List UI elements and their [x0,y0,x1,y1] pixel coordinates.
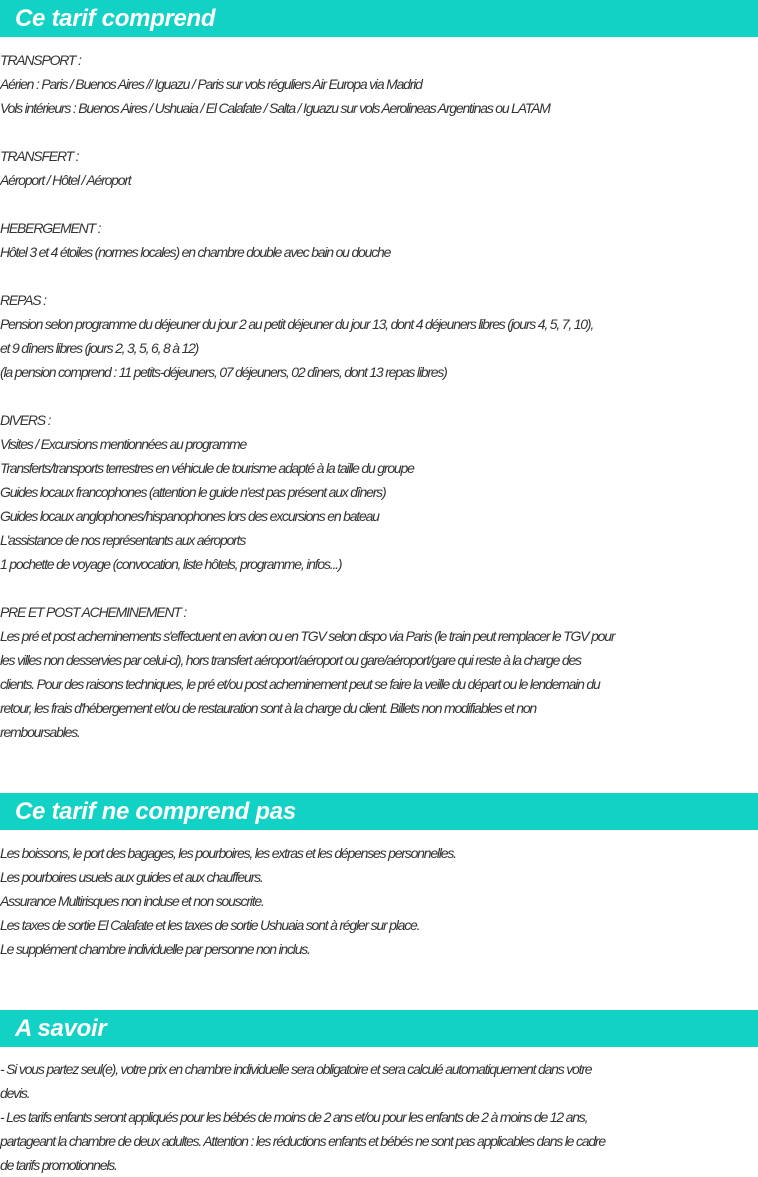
spacer [0,576,758,600]
a-savoir-line-3: - Les tarifs enfants seront appliqués pour les bébés de moins de 2 ans et/ou pour les enfants de 2 à moins de 12 ans, [0,1109,588,1125]
not-included-line-3: Assurance Multirisques non incluse et non souscrite. [0,893,264,909]
spacer [0,384,758,408]
hebergement-line-1: Hôtel 3 et 4 étoiles (normes locales) en chambre double avec bain ou douche [0,244,391,260]
section-title-a-savoir: A savoir [15,1015,107,1042]
not-included-line-5: Le supplément chambre individuelle par personne non inclus. [0,941,310,957]
pre-post-line-3: clients. Pour des raisons techniques, le pré et/ou post acheminement peut se faire la veille du départ ou le lendemain du [0,676,600,692]
a-savoir-line-2: devis. [0,1085,30,1101]
not-included-line-2: Les pourboires usuels aux guides et aux chauffeurs. [0,869,263,885]
hebergement-heading: HEBERGEMENT : [0,220,101,236]
divers-heading: DIVERS : [0,412,51,428]
repas-line-3: (la pension comprend : 11 petits-déjeuners, 07 déjeuners, 02 dîners, dont 13 repas libres) [0,364,447,380]
pre-post-line-4: retour, les frais d'hébergement et/ou de restauration sont à la charge du client. Billets non modifiables et non [0,700,537,716]
section-header-a-savoir [0,1010,758,1047]
spacer [0,264,758,288]
section-header-not-included [0,793,758,830]
a-savoir-line-5: de tarifs promotionnels. [0,1157,117,1173]
transfert-line-1: Aéroport / Hôtel / Aéroport [0,172,131,188]
pre-post-line-2: les villes non desservies par celui-ci), hors transfert aéroport/aéroport ou gare/aéroport/gare qui reste à la charge des [0,652,581,668]
included-content [0,48,758,744]
not-included-content [0,841,758,961]
spacer [0,120,758,144]
pre-post-heading: PRE ET POST ACHEMINEMENT : [0,604,187,620]
divers-line-5: L'assistance de nos représentants aux aéroports [0,532,246,548]
divers-line-6: 1 pochette de voyage (convocation, liste hôtels, programme, infos...) [0,556,342,572]
section-header-included [0,0,758,37]
repas-heading: REPAS : [0,292,46,308]
a-savoir-content [0,1057,758,1177]
repas-line-2: et 9 dîners libres (jours 2, 3, 5, 6, 8 à 12) [0,340,199,356]
section-title-not-included: Ce tarif ne comprend pas [15,798,296,825]
divers-line-3: Guides locaux francophones (attention le guide n'est pas présent aux dîners) [0,484,386,500]
transport-heading: TRANSPORT : [0,52,81,68]
a-savoir-line-1: - Si vous partez seul(e), votre prix en chambre individuelle sera obligatoire et sera calculé automatiquement dans votre [0,1061,592,1077]
transfert-heading: TRANSFERT : [0,148,79,164]
divers-line-4: Guides locaux anglophones/hispanophones lors des excursions en bateau [0,508,379,524]
a-savoir-line-4: partageant la chambre de deux adultes. Attention : les réductions enfants et bébés ne sont pas applicables dans le cadre [0,1133,605,1149]
repas-line-1: Pension selon programme du déjeuner du jour 2 au petit déjeuner du jour 13, dont 4 déjeuners libres (jours 4, 5, 7, 10), [0,316,594,332]
not-included-line-1: Les boissons, le port des bagages, les pourboires, les extras et les dépenses personnelles. [0,845,456,861]
section-title-included: Ce tarif comprend [15,5,216,32]
transport-line-2: Vols intérieurs : Buenos Aires / Ushuaia / El Calafate / Salta / Iguazu sur vols Aerolineas Argentinas ou LATAM [0,100,550,116]
pre-post-line-5: remboursables. [0,724,80,740]
spacer [0,192,758,216]
divers-line-2: Transferts/transports terrestres en véhicule de tourisme adapté à la taille du groupe [0,460,414,476]
not-included-line-4: Les taxes de sortie El Calafate et les taxes de sortie Ushuaia sont à régler sur place. [0,917,420,933]
pre-post-line-1: Les pré et post acheminements s'effectuent en avion ou en TGV selon dispo via Paris (le train peut remplacer le TGV pour [0,628,615,644]
divers-line-1: Visites / Excursions mentionnées au programme [0,436,247,452]
transport-line-1: Aérien : Paris / Buenos Aires // Iguazu / Paris sur vols réguliers Air Europa via Madrid [0,76,422,92]
